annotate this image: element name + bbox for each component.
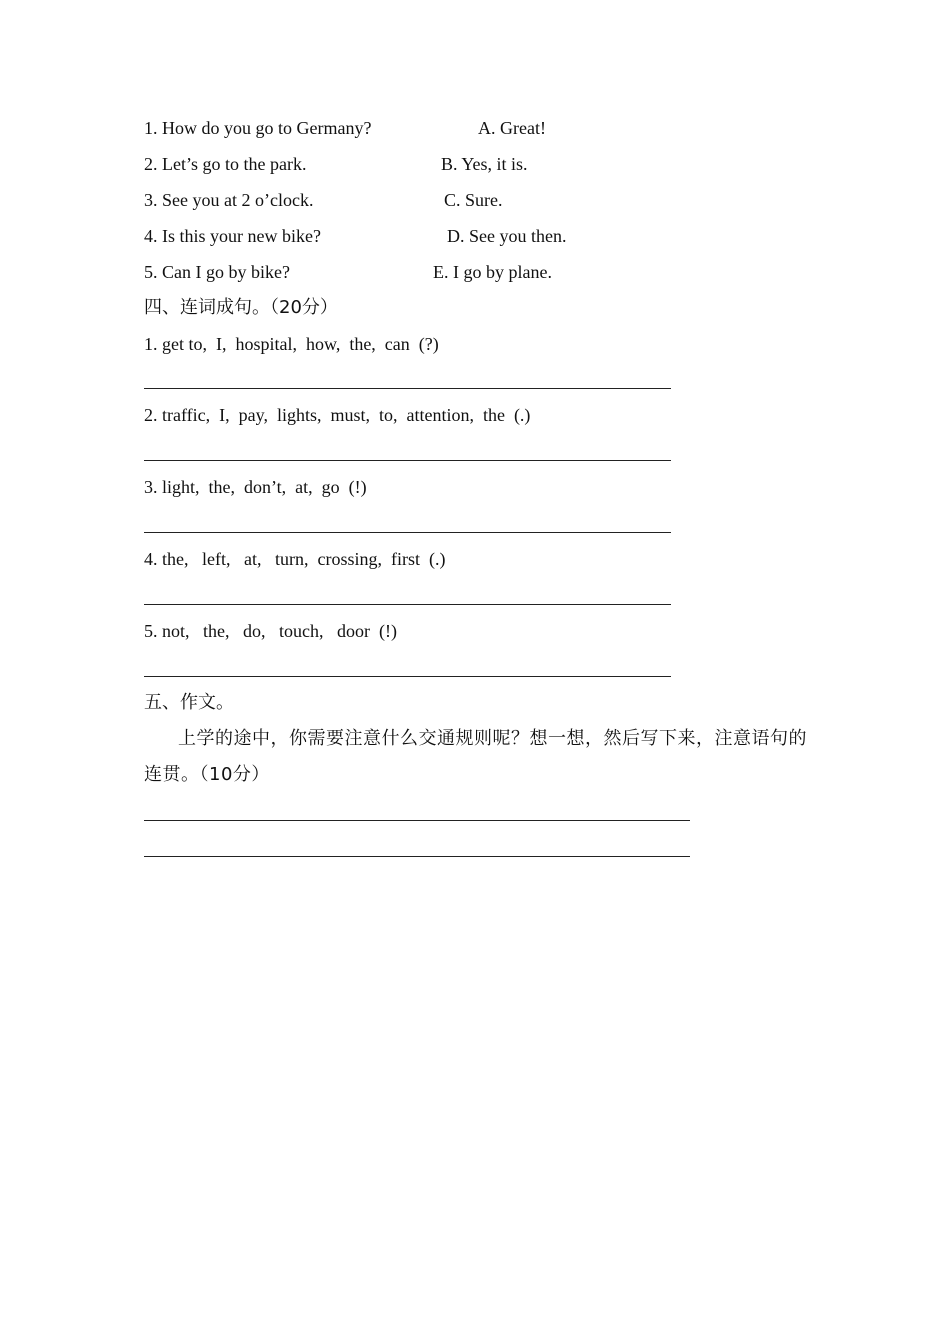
sentence-item-3: 3. light, the, don’t, at, go (!) [144, 477, 367, 497]
answer-line-1[interactable] [144, 388, 671, 389]
sentence-item-1: 1. get to, I, hospital, how, the, can (?) [144, 334, 439, 354]
matching-answer-e: E. I go by plane. [433, 262, 552, 282]
matching-question-5: 5. Can I go by bike? [144, 262, 290, 282]
answer-line-5[interactable] [144, 676, 671, 677]
composition-line-1[interactable] [144, 820, 690, 821]
matching-question-2: 2. Let’s go to the park. [144, 154, 307, 174]
matching-question-3: 3. See you at 2 o’clock. [144, 190, 314, 210]
answer-line-3[interactable] [144, 532, 671, 533]
sentence-item-5: 5. not, the, do, touch, door (!) [144, 621, 397, 641]
matching-answer-b: B. Yes, it is. [441, 154, 528, 174]
section-4-title: 四、连词成句。（20分） [144, 297, 338, 318]
answer-line-2[interactable] [144, 460, 671, 461]
sentence-item-2: 2. traffic, I, pay, lights, must, to, attention, the (.) [144, 405, 531, 425]
matching-answer-d: D. See you then. [447, 226, 567, 246]
answer-line-4[interactable] [144, 604, 671, 605]
composition-line-2[interactable] [144, 856, 690, 857]
composition-prompt: 上学的途中，你需要注意什么交通规则呢？想一想，然后写下来，注意语句的连贯。（10分） [144, 728, 807, 785]
matching-question-4: 4. Is this your new bike? [144, 226, 321, 246]
section-5-title: 五、作文。 [144, 692, 234, 713]
matching-answer-a: A. Great! [478, 118, 546, 138]
matching-answer-c: C. Sure. [444, 190, 503, 210]
matching-question-1: 1. How do you go to Germany? [144, 118, 372, 138]
sentence-item-4: 4. the, left, at, turn, crossing, first (.) [144, 549, 446, 569]
